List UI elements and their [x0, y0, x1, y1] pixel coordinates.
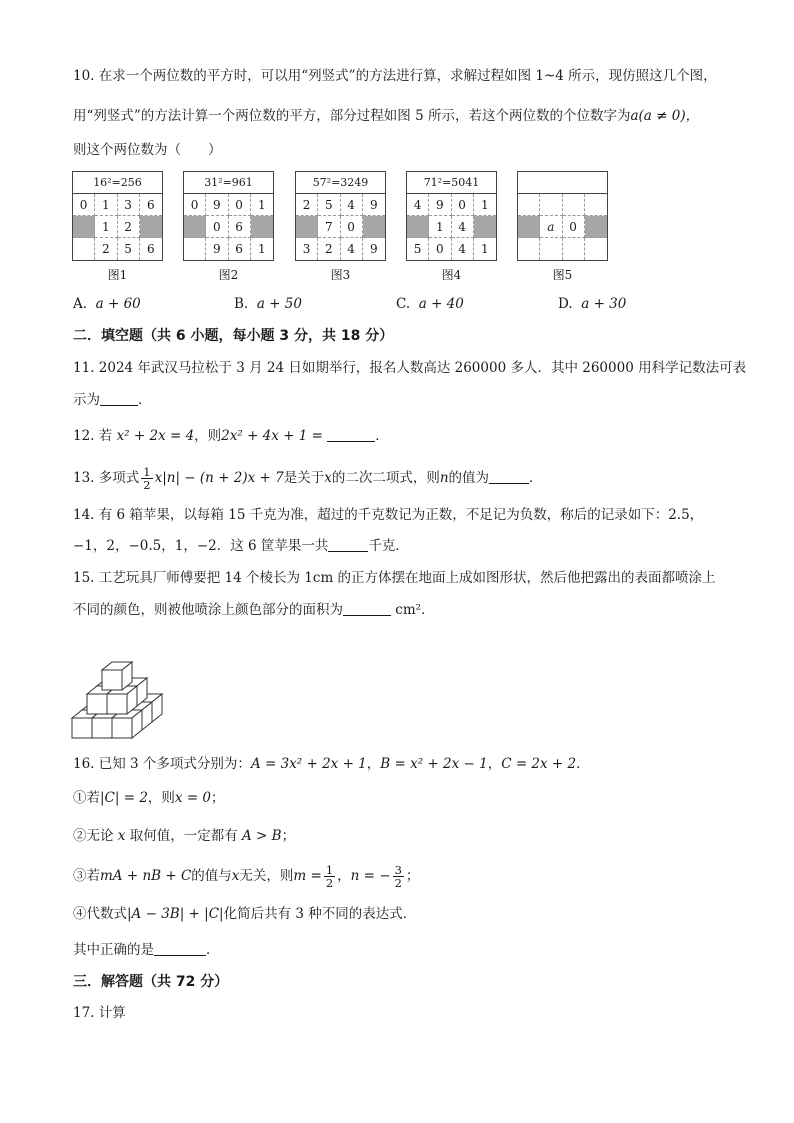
grid-cell: 1	[481, 242, 489, 256]
cube-face	[102, 670, 122, 690]
grid-cell: 0	[206, 216, 228, 238]
grid-cell	[184, 216, 206, 238]
cube-stack-figure	[70, 628, 196, 742]
grid-cell: 0	[341, 216, 363, 238]
grid-cell: 9	[206, 238, 228, 260]
figure-grid	[517, 171, 608, 261]
q16-statement-1: ①若|C| = 2，则x = 0；	[73, 790, 225, 806]
option-a[interactable]: A. a + 60	[73, 296, 141, 312]
grid-cell: 6	[140, 194, 162, 216]
grid-cell	[585, 194, 607, 216]
grid-cell: 2	[296, 194, 318, 216]
grid-cell: 5	[318, 194, 340, 216]
figure-title: 71²=5041	[407, 172, 496, 194]
grid-cell: 4	[407, 194, 429, 216]
figure-label: 图4	[441, 268, 462, 282]
figure-grid	[72, 171, 163, 261]
grid-cell: 1	[95, 216, 117, 238]
option-d[interactable]: D. a + 30	[558, 296, 627, 312]
grid-cell: 0	[429, 238, 451, 260]
grid-cell: 1	[429, 216, 451, 238]
grid-cell: 2	[95, 238, 117, 260]
grid-cell	[540, 194, 562, 216]
grid-cell	[407, 216, 429, 238]
grid-cell	[251, 216, 273, 238]
q12-line: 12. 若 x² + 2x = 4，则2x² + 4x + 1 = ．	[73, 428, 389, 444]
q14-line1: 14. 有 6 箱苹果，以每箱 15 千克为准，超过的千克数记为正数，不足记为负数，称后的记录如下：2.5，	[73, 507, 704, 523]
grid-cell: 0	[73, 194, 95, 216]
grid-cell: 2	[318, 238, 340, 260]
figure-5	[517, 171, 608, 283]
grid-cell	[73, 216, 95, 238]
cube-face	[112, 718, 132, 738]
q12-answer-blank[interactable]	[327, 427, 375, 442]
grid-cell	[585, 238, 607, 260]
q17-line: 17. 计算	[73, 1005, 126, 1021]
grid-cell: 0	[563, 216, 585, 238]
q11-line1: 11. 2024 年武汉马拉松于 3 月 24 日如期举行，报名人数高达 260000 多人．其中 260000 用科学记数法可表	[73, 360, 747, 376]
grid-cell: 3	[118, 194, 140, 216]
grid-cell: 7	[318, 216, 340, 238]
q16-answer-line: 其中正确的是 ．	[73, 942, 220, 958]
figure-grid	[295, 171, 386, 261]
grid-cell	[563, 194, 585, 216]
grid-cell: 5	[407, 238, 429, 260]
q14-line2: −1，2，−0.5，1，−2．这 6 筐苹果一共 千克．	[73, 538, 409, 554]
q16-answer-blank[interactable]	[154, 941, 206, 956]
grid-cell: 0	[229, 194, 251, 216]
q16-statement-3: ③若mA + nB + C的值与x无关，则m = $\frac{1}{2}$ ，n = − $\frac{3}{2}$ ；	[73, 863, 420, 890]
grid-cell: 0	[184, 194, 206, 216]
figure-1	[72, 171, 163, 283]
figure-grid	[183, 171, 274, 261]
cube-face	[72, 718, 92, 738]
option-c[interactable]: C. a + 40	[396, 296, 464, 312]
grid-cell: 2	[118, 216, 140, 238]
q16-statement-2: ②无论 x 取何值，一定都有 A > B；	[73, 828, 296, 844]
q15-answer-blank[interactable]	[343, 601, 391, 616]
grid-cell: 3	[296, 238, 318, 260]
section-2-heading: 二．填空题（共 6 小题，每小题 3 分，共 18 分）	[73, 328, 394, 344]
grid-cell: 6	[147, 242, 155, 256]
grid-cell: 9	[370, 242, 378, 256]
grid-cell	[563, 238, 585, 260]
grid-cell: 1	[474, 194, 496, 216]
grid-cell: 6	[229, 238, 251, 260]
q15-line1: 15. 工艺玩具厂师傅要把 14 个棱长为 1cm 的正方体摆在地面上成如图形状，然后他把露出的表面都喷涂上	[73, 570, 716, 586]
option-b[interactable]: B. a + 50	[234, 296, 302, 312]
grid-cell: 6	[229, 216, 251, 238]
grid-cell: 1	[258, 242, 266, 256]
figure-label: 图2	[218, 268, 239, 282]
grid-cell: 1	[95, 194, 117, 216]
grid-cell	[184, 238, 206, 260]
grid-cell	[518, 238, 540, 260]
q10-line3: 则这个两位数为（ ）	[73, 142, 222, 158]
grid-cell: 4	[452, 216, 474, 238]
q11-line2: 示为 ．	[73, 392, 152, 408]
grid-cell: 0	[452, 194, 474, 216]
section-3-heading: 三．解答题（共 72 分）	[73, 974, 229, 990]
figure-title	[518, 172, 607, 194]
grid-cell: 1	[251, 194, 273, 216]
q14-answer-blank[interactable]	[328, 537, 368, 552]
grid-cell	[474, 216, 496, 238]
figure-4	[406, 171, 497, 283]
figure-2	[183, 171, 274, 283]
figure-grid	[406, 171, 497, 261]
q16-intro: 16. 已知 3 个多项式分别为：A = 3x² + 2x + 1，B = x² + 2x − 1，C = 2x + 2．	[73, 756, 590, 772]
q11-answer-blank[interactable]	[100, 391, 138, 406]
figure-title: 16²=256	[73, 172, 162, 194]
cube-face	[107, 694, 127, 714]
figure-label: 图5	[552, 268, 573, 282]
grid-cell: 4	[452, 238, 474, 260]
grid-cell: 9	[363, 194, 385, 216]
q10-line2: 用“列竖式”的方法计算一个两位数的平方，部分过程如图 5 所示，若这个两位数的个位数字为a(a ≠ 0)，	[73, 108, 700, 124]
figure-label: 图3	[330, 268, 351, 282]
grid-cell	[585, 216, 607, 238]
q15-line2: 不同的颜色，则被他喷涂上颜色部分的面积为 cm²．	[73, 602, 435, 618]
figure-3	[295, 171, 386, 283]
figure-title: 31²=961	[184, 172, 273, 194]
grid-cell: a	[540, 216, 562, 238]
grid-cell: 4	[341, 238, 363, 260]
q16-statement-4: ④代数式|A − 3B| + |C|化简后共有 3 种不同的表达式．	[73, 906, 417, 922]
grid-cell	[363, 216, 385, 238]
figure-title: 57²=3249	[296, 172, 385, 194]
figure-label: 图1	[107, 268, 128, 282]
grid-cell: 4	[341, 194, 363, 216]
cube-face	[92, 718, 112, 738]
grid-cell: 9	[429, 194, 451, 216]
grid-cell	[73, 238, 95, 260]
grid-cell	[518, 216, 540, 238]
cube-face	[87, 694, 107, 714]
q13-line: 13. 多项式 $\frac{1}{2}$ x|n| − (n + 2)x + 7是关于x的二次二项式，则n的值为 ．	[73, 465, 543, 492]
grid-cell: 5	[118, 238, 140, 260]
q13-answer-blank[interactable]	[489, 469, 529, 484]
grid-cell	[140, 216, 162, 238]
q10-line1: 10. 在求一个两位数的平方时，可以用“列竖式”的方法进行算，求解过程如图 1~4 所示，现仿照这几个图，	[73, 68, 717, 84]
grid-cell	[540, 238, 562, 260]
grid-cell	[518, 194, 540, 216]
grid-cell	[296, 216, 318, 238]
grid-cell: 9	[206, 194, 228, 216]
